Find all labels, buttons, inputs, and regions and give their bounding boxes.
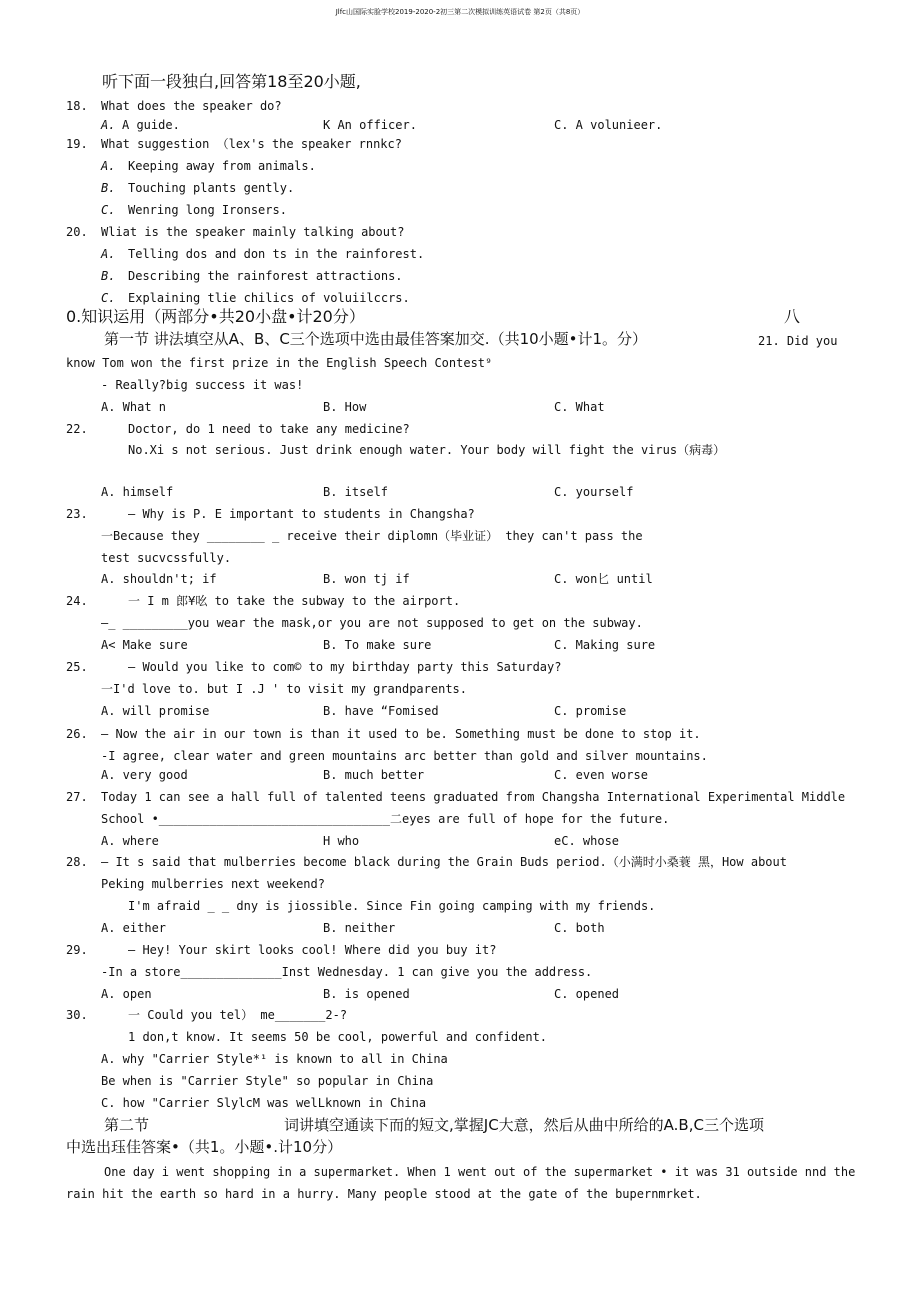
- q20-option-a-label: A.: [101, 247, 116, 261]
- q26-option-c: C. even worse: [554, 768, 648, 782]
- q30-option-b: Be when is "Carrier Style" so popular in China: [101, 1074, 434, 1088]
- q29-line2: -In a store______________Inst Wednesday. 1 can give you the address.: [101, 965, 593, 979]
- q23-number: 23.: [66, 507, 88, 521]
- section2-title-cont: 中选出珏佳答案•（共1。小题•.计10分）: [66, 1138, 343, 1156]
- q27-option-c: eC. whose: [554, 834, 620, 848]
- q24-option-c: C. Making sure: [554, 638, 656, 652]
- section1-title: 第一节 讲法填空从A、B、C三个选项中选由最佳答案加交.（共10小题•计1。分）: [104, 330, 648, 348]
- q23-option-a: A. shouldn't; if: [101, 572, 217, 586]
- q24-option-b: B. To make sure: [323, 638, 432, 652]
- q28-option-b: B. neither: [323, 921, 396, 935]
- page-header: Jlfc山国际实脸学校2019-2020-2初三第二次模拟训练英语试卷 第2页（共8页）: [335, 8, 585, 16]
- q19-option-c: Wenring long Ironsers.: [128, 203, 287, 217]
- q23-option-c: C. won匕 until: [554, 572, 653, 586]
- q23-stem: — Why is P. E important to students in Changsha?: [128, 507, 475, 521]
- q18-number: 18.: [66, 99, 88, 113]
- q27-option-a: A. where: [101, 834, 159, 848]
- q21-option-a: A. What n: [101, 400, 167, 414]
- q21-option-c: C. What: [554, 400, 605, 414]
- q30-number: 30.: [66, 1008, 88, 1022]
- part2-right-mark: 八: [784, 307, 801, 326]
- q25-option-c: C. promise: [554, 704, 627, 718]
- q25-number: 25.: [66, 660, 88, 674]
- q21-reply: - Really?big success it was!: [101, 378, 304, 392]
- q27-option-b: H who: [323, 834, 360, 848]
- q29-option-a: A. open: [101, 987, 152, 1001]
- q29-number: 29.: [66, 943, 88, 957]
- q29-option-b: B. is opened: [323, 987, 410, 1001]
- q26-stem: — Now the air in our town is than it used to be. Something must be done to stop it.: [101, 727, 701, 741]
- q20-number: 20.: [66, 225, 88, 239]
- q22-stem: Doctor, do 1 need to take any medicine?: [128, 422, 410, 436]
- q27-stem: Today 1 can see a hall full of talented teens graduated from Changsha International Experimental Middle: [101, 790, 846, 804]
- q28-stem: — It s said that mulberries become black during the Grain Buds period.（小满时小桑蓑 黑，How about: [101, 855, 787, 869]
- q21-option-b: B. How: [323, 400, 367, 414]
- q23-line3: test sucvcssfully.: [101, 551, 232, 565]
- q18-option-b: K An officer.: [323, 118, 417, 132]
- passage-line-2: rain hit the earth so hard in a hurry. Many people stood at the gate of the bupernmrket.: [66, 1187, 702, 1201]
- q27-number: 27.: [66, 790, 88, 804]
- part2-title: 0.知识运用（两部分•共20小盘•计20分）: [66, 307, 365, 326]
- q22-option-b: B. itself: [323, 485, 389, 499]
- q18-option-c: C. A volunieer.: [554, 118, 663, 132]
- q19-option-a: Keeping away from animals.: [128, 159, 316, 173]
- q28-number: 28.: [66, 855, 88, 869]
- q23-option-b: B. won tj if: [323, 572, 410, 586]
- listening-intro: 听下面一段独白,回答第18至20小题,: [102, 72, 361, 91]
- q20-option-c: Explaining tlie chilics of voluiilccrs.: [128, 291, 410, 305]
- q29-option-c: C. opened: [554, 987, 620, 1001]
- q30-line2: 1 don,t know. It seems 50 be cool, powerful and confident.: [128, 1030, 548, 1044]
- q24-line2: —_ _________you wear the mask,or you are not supposed to get on the subway.: [101, 616, 643, 630]
- q19-number: 19.: [66, 137, 88, 151]
- q24-number: 24.: [66, 594, 88, 608]
- q24-option-a: A< Make sure: [101, 638, 188, 652]
- q26-option-b: B. much better: [323, 768, 425, 782]
- q22-option-c: C. yourself: [554, 485, 634, 499]
- q19-option-a-label: A.: [101, 159, 116, 173]
- q20-option-c-label: C.: [101, 291, 116, 305]
- q28-option-c: C. both: [554, 921, 605, 935]
- q20-stem: Wliat is the speaker mainly talking about?: [101, 225, 405, 239]
- passage-line-1: One day i went shopping in a supermarket. When 1 went out of the supermarket • it was 31 outside nnd the: [104, 1165, 856, 1179]
- q25-line2: 一I'd love to. but I .J ' to visit my grandparents.: [101, 682, 468, 696]
- q28-line2: Peking mulberries next weekend?: [101, 877, 325, 891]
- q24-stem: 一 I m 郎¥吆 to take the subway to the airport.: [128, 594, 461, 608]
- q21-stem: know Tom won the first prize in the English Speech Contest⁹: [66, 356, 493, 370]
- q30-stem: 一 Could you tel） me_______2-?: [128, 1008, 348, 1022]
- q20-option-b: Describing the rainforest attractions.: [128, 269, 403, 283]
- q29-stem: — Hey! Your skirt looks cool! Where did you buy it?: [128, 943, 497, 957]
- q19-stem: What suggestion （lex's the speaker rnnkc?: [101, 137, 402, 151]
- q25-option-b: B. have “Fomised: [323, 704, 439, 718]
- q26-line2: -I agree, clear water and green mountains arc better than gold and silver mountains.: [101, 749, 708, 763]
- q26-number: 26.: [66, 727, 88, 741]
- q20-option-a: Telling dos and don ts in the rainforest.: [128, 247, 425, 261]
- q22-option-a: A. himself: [101, 485, 174, 499]
- section2-title: 词讲填空通读下而的短文,掌握JC大意，然后从曲中所给的A.B,C三个选项: [284, 1116, 764, 1134]
- q18-option-a: A guide.: [122, 118, 180, 132]
- q30-option-a: A. why "Carrier Style*¹ is known to all in China: [101, 1052, 448, 1066]
- q19-option-b-label: B.: [101, 181, 116, 195]
- q26-option-a: A. very good: [101, 768, 188, 782]
- q20-option-b-label: B.: [101, 269, 116, 283]
- q21-start: 21. Did you: [758, 334, 838, 348]
- q22-reply: No.Xi s not serious. Just drink enough water. Your body will fight the virus（病毒）: [128, 443, 726, 457]
- section2-title-label: 第二节: [104, 1116, 150, 1134]
- q19-option-c-label: C.: [101, 203, 116, 217]
- q25-option-a: A. will promise: [101, 704, 210, 718]
- q28-line3: I'm afraid _ _ dny is jiossible. Since Fin going camping with my friends.: [128, 899, 656, 913]
- q25-stem: — Would you like to com© to my birthday party this Saturday?: [128, 660, 562, 674]
- q18-option-a-label: A.: [101, 118, 116, 132]
- q28-option-a: A. either: [101, 921, 167, 935]
- q27-line2: School •________________________________二eyes are full of hope for the future.: [101, 812, 670, 826]
- q23-line2: 一Because they ________ _ receive their diplomn（毕业证） they can't pass the: [101, 529, 643, 543]
- q18-stem: What does the speaker do?: [101, 99, 282, 113]
- q22-number: 22.: [66, 422, 88, 436]
- q19-option-b: Touching plants gently.: [128, 181, 295, 195]
- q30-option-c: C. how "Carrier SlylcM was welLknown in China: [101, 1096, 427, 1110]
